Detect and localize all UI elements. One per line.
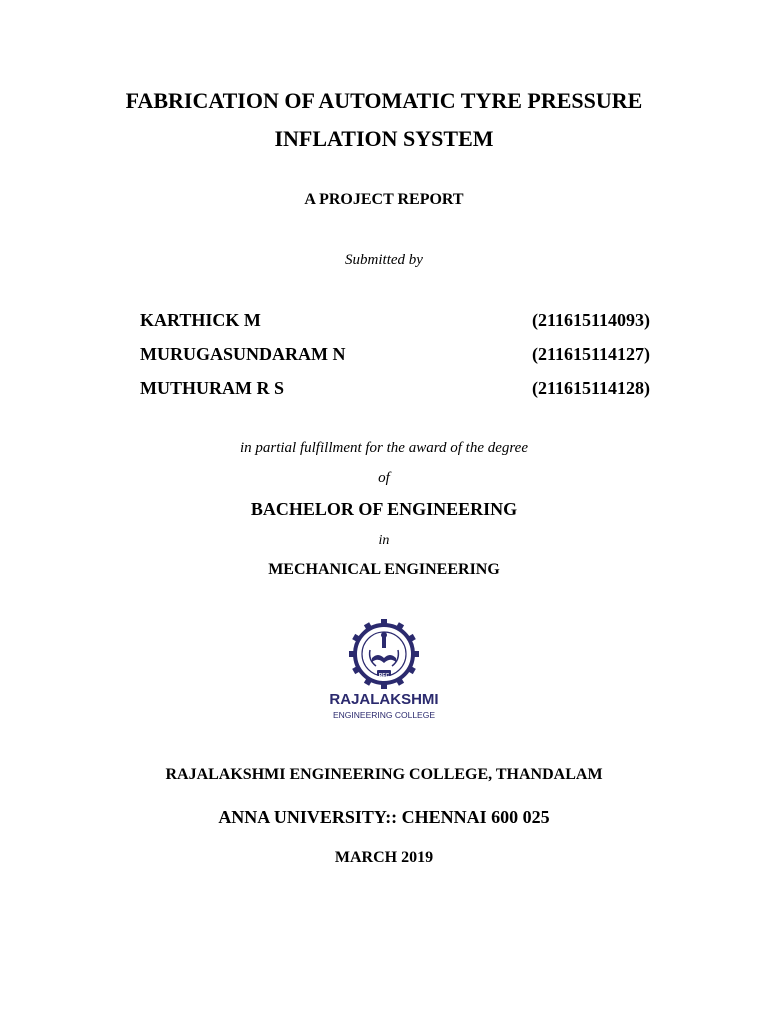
student-register-number: (211615114127) bbox=[531, 344, 650, 364]
student-row bbox=[140, 344, 650, 378]
student-register-number: (211615114128) bbox=[531, 378, 650, 398]
logo-subtitle-text: ENGINEERING COLLEGE bbox=[332, 710, 436, 720]
logo-name-text: RAJALAKSHMI bbox=[329, 691, 439, 708]
submission-date: MARCH 2019 bbox=[334, 849, 434, 866]
student-list bbox=[140, 310, 650, 412]
report-type-heading: A PROJECT REPORT bbox=[304, 191, 464, 208]
degree-name: BACHELOR OF ENGINEERING bbox=[250, 499, 518, 519]
fulfillment-text: in partial fulfillment for the award of the degree bbox=[239, 440, 529, 456]
college-name: RAJALAKSHMI ENGINEERING COLLEGE, THANDALAM bbox=[165, 766, 603, 783]
student-name: KARTHICK M bbox=[140, 310, 261, 330]
of-text: of bbox=[378, 470, 390, 486]
college-logo bbox=[318, 618, 450, 724]
gear-emblem-icon bbox=[349, 619, 419, 689]
student-row bbox=[140, 378, 650, 412]
university-name: ANNA UNIVERSITY:: CHENNAI 600 025 bbox=[218, 807, 550, 827]
student-row bbox=[140, 310, 650, 344]
report-title-line-2: INFLATION SYSTEM bbox=[274, 126, 494, 151]
student-register-number: (211615114093) bbox=[531, 310, 650, 330]
logo-badge-text: REC bbox=[378, 673, 390, 679]
submitted-by-text: Submitted by bbox=[345, 252, 423, 268]
in-text: in bbox=[378, 533, 390, 548]
report-title-line-1: FABRICATION OF AUTOMATIC TYRE PRESSURE bbox=[125, 88, 643, 113]
department-name: MECHANICAL ENGINEERING bbox=[268, 561, 500, 578]
student-name: MUTHURAM R S bbox=[140, 378, 284, 398]
student-name: MURUGASUNDARAM N bbox=[140, 344, 346, 364]
